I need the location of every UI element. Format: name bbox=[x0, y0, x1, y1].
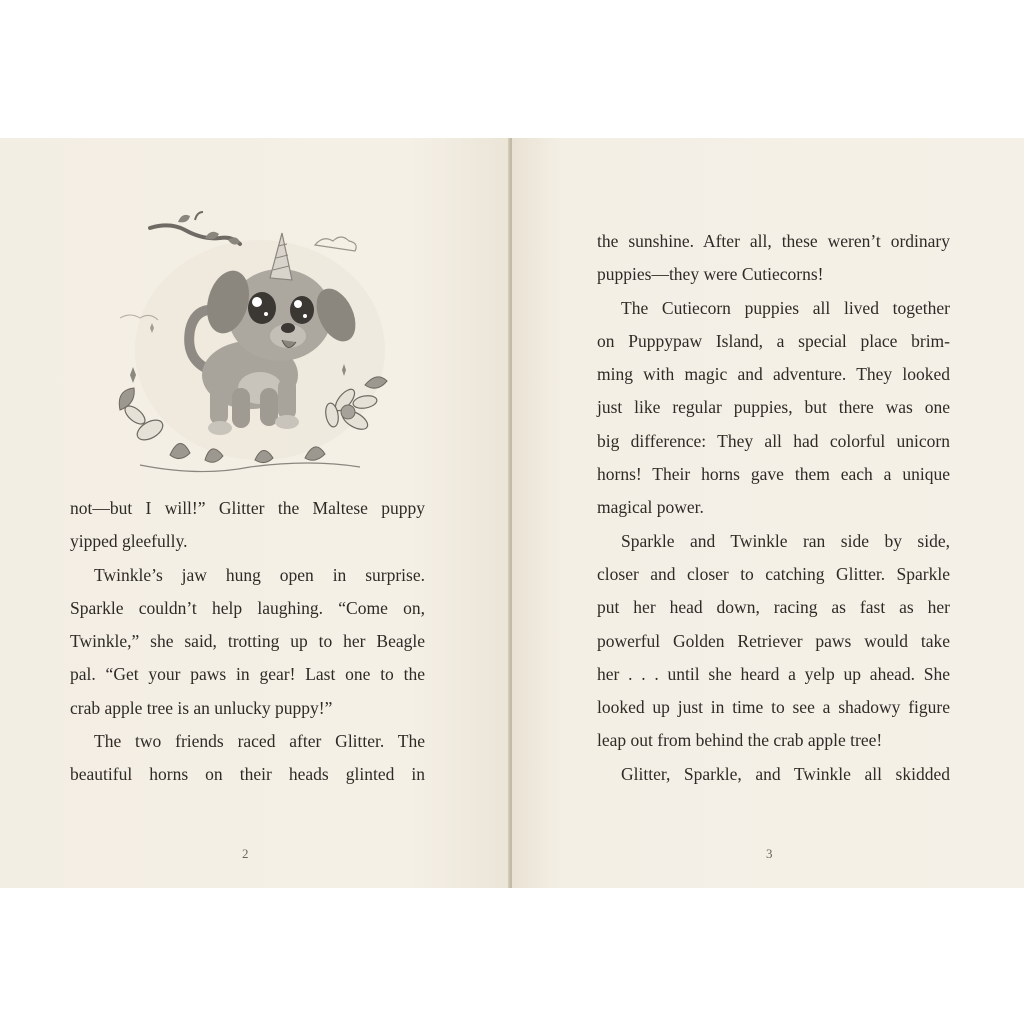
text-line: her . . . until she heard a yelp up ahead. She bbox=[597, 663, 950, 684]
text-line: The two friends raced after Glitter. The bbox=[94, 731, 425, 752]
text-line: Twinkle,” she said, trotting up to her Beagle bbox=[70, 631, 425, 652]
text-line: beautiful horns on their heads glinted in bbox=[70, 764, 425, 785]
text-line: put her head down, racing as fast as her bbox=[597, 597, 950, 618]
text-line: the sunshine. After all, these weren’t ordinary bbox=[597, 231, 950, 251]
left-page-text bbox=[70, 492, 425, 792]
left-page bbox=[0, 138, 510, 888]
text-line: horns! Their horns gave them each a unique bbox=[597, 464, 950, 485]
right-page-text bbox=[597, 225, 950, 791]
text-line: yipped gleefully. bbox=[70, 531, 188, 552]
text-line: The Cutiecorn puppies all lived together bbox=[621, 297, 950, 318]
text-line: leap out from behind the crab apple tree! bbox=[597, 730, 883, 751]
text-line: crab apple tree is an unlucky puppy!” bbox=[70, 697, 333, 718]
text-line: puppies—they were Cutiecorns! bbox=[597, 264, 824, 285]
text-line: big difference: They all had colorful unicorn bbox=[597, 430, 950, 451]
puppy-unicorn-illustration bbox=[110, 210, 390, 480]
right-page bbox=[512, 138, 1024, 888]
text-line: Twinkle’s jaw hung open in surprise. bbox=[94, 564, 425, 585]
text-line: ming with magic and adventure. They looked bbox=[597, 364, 950, 385]
text-line: Sparkle and Twinkle ran side by side, bbox=[621, 530, 950, 551]
text-line: looked up just in time to see a shadowy figure bbox=[597, 697, 950, 718]
text-line: just like regular puppies, but there was one bbox=[597, 397, 950, 418]
page-number-right: 3 bbox=[766, 846, 773, 861]
page-number-left: 2 bbox=[242, 846, 249, 861]
book-spread bbox=[0, 138, 1024, 888]
text-line: not—but I will!” Glitter the Maltese puppy bbox=[70, 498, 425, 518]
text-line: on Puppypaw Island, a special place brim- bbox=[597, 330, 950, 351]
text-line: Glitter, Sparkle, and Twinkle all skidded bbox=[621, 763, 950, 784]
text-line: closer and closer to catching Glitter. Sparkle bbox=[597, 563, 950, 584]
text-line: pal. “Get your paws in gear! Last one to the bbox=[70, 664, 425, 685]
text-line: magical power. bbox=[597, 497, 704, 518]
text-line: powerful Golden Retriever paws would take bbox=[597, 630, 950, 651]
text-line: Sparkle couldn’t help laughing. “Come on, bbox=[70, 597, 425, 618]
